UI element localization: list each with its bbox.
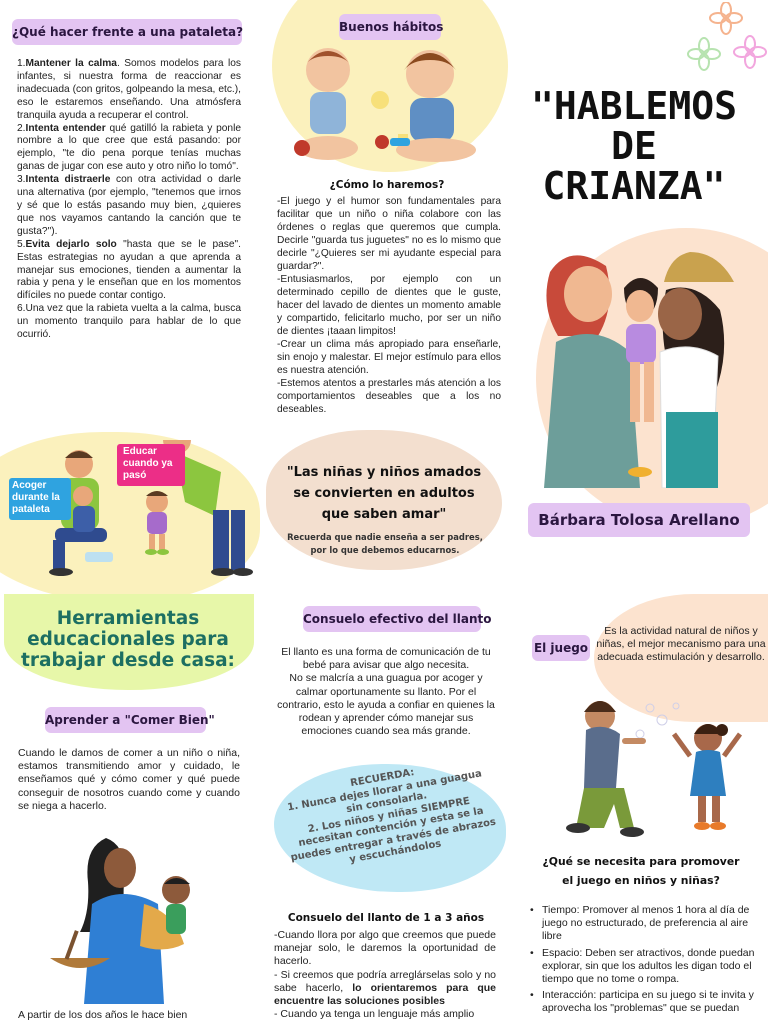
- tip-2: [17, 123, 241, 175]
- main-title: [516, 86, 752, 206]
- feeding-illustration: [48, 834, 210, 1006]
- cry-text: El llanto es una forma de comunicación de tu bebé para avisar que algo necesita. No se malcría a una guagua por acoger y calmar oportunamente su llanto. Por el contrario, esto le ayuda a confiar en quienes la rodean y aprender cómo manejar sus emociones cuando sea más grande.: [277, 646, 495, 738]
- tip-bold: Intenta entender: [25, 122, 106, 134]
- tip-text: qué gatilló la rabieta y ponle nombre a lo que cree que está pasando: por ejemplo, "te dio pena porque tenías muchas ganas de jugar con ese auto y otro niño lo tomó".: [17, 122, 241, 173]
- cry13-text: [274, 929, 496, 1021]
- play-text: Es la actividad natural de niños y niñas, el mejor mecanismo para una adecuada estimulación y desarrollo.: [596, 625, 766, 664]
- tip-6: [17, 303, 241, 342]
- how-text: -El juego y el humor son fundamentales para facilitar que un niño o niña colabore con las órdenes o reglas que queremos que cumpla. Decirle "guarda tus juguetes" no es lo mismo que decirle "¿Quieres ser mi ayudante especial para guardar?". -Entusiasmarlos, por ejemplo con un determinado cepillo de dientes que le guste, hacer del lavado de dientes un momento amable y compartido, felicitarlo mucho, por ser un niño de dientes ¡taaan limpitos! -Crear un clima más apropiado para enseñarle, sin enojo y malestar. El mejor estímulo para ellos es nuestra atención. -Estemos atentos a prestarles más atención a los comportamientos deseables que a los no deseables.: [277, 196, 501, 415]
- tip-1: [17, 58, 241, 123]
- tip-bold: Mantener la calma: [25, 58, 117, 69]
- tip-num: 3.: [17, 174, 26, 186]
- tip-5: [17, 239, 241, 304]
- tools-title: Herramientas educacionales para trabajar desde casa:: [21, 608, 235, 671]
- tip-3: [17, 174, 241, 239]
- author-pill: Bárbara Tolosa Arellano: [528, 503, 750, 537]
- tip-num: 5.: [17, 238, 26, 250]
- tip-num: 1.: [17, 58, 26, 69]
- cry13-p2b: lo orientaremos para que encuentre las soluciones posibles: [274, 981, 497, 1008]
- pill-tantrum: ¿Qué hacer frente a una pataleta?: [12, 19, 242, 45]
- play-illustration: [560, 694, 750, 844]
- cry13-p1: -Cuando llora por algo que creemos que puede manejar solo, le daremos la oportunidad de hacerlo.: [274, 929, 496, 968]
- tip-text: . Somos modelos para los infantes, si nuestra forma de reaccionar es inadecuada (con gritos, golpeando la mesa, etc.), eso le estaremos enseñando. Una atmósfera tranquila ayuda a recuperar el control.: [17, 58, 241, 121]
- pill-habits: Buenos hábitos: [339, 14, 441, 40]
- how-title: ¿Cómo lo haremos?: [329, 179, 445, 191]
- list-item: • Tiempo: Promover al menos 1 hora al día de juego no estructurado, de preferencia al aire libre: [528, 904, 760, 944]
- quote-text: "Las niñas y niños amados se convierten en adultos que saben amar": [286, 465, 482, 522]
- tip-text: "hasta que se le pase". Estas estrategias no ayudan a que aprenda a manejar sus emociones, tienden a aumentar la rabia y pena y le enseñan que en los momentos difíciles no puede contar contigo.: [17, 238, 241, 302]
- promote-list: [528, 904, 760, 1019]
- promote-title: ¿Qué se necesita para promover el juego en niños y niñas?: [542, 855, 740, 887]
- quote-sub: Recuerda que nadie enseña a ser padres, por lo que debemos educarnos.: [287, 532, 483, 555]
- cry13-p2: [274, 969, 496, 1009]
- tip-num: 6.: [17, 303, 26, 315]
- tip-bold: Evita dejarlo solo: [25, 238, 117, 250]
- title-line-3: CRIANZA": [542, 164, 726, 208]
- eat-text: Cuando le damos de comer a un niño o niña, estamos transmitiendo amor y cuidado, le enseñamos qué y cómo comer y qué puede conseguir de nosotros cuando come y cuando se niega a hacerlo.: [18, 747, 240, 812]
- cry13-p3: - Cuando ya tenga un lenguaje más amplio: [274, 1008, 475, 1021]
- title-line-2: DE: [611, 124, 657, 168]
- tantrum-tips: [17, 58, 241, 342]
- title-line-1: "HABLEMOS: [531, 84, 737, 128]
- tip-text: con otra actividad o darle una alternativa (por ejemplo, "tenemos que irnos y sé que lo estás pasando muy bien, ¿quieres que nos vayamos cantando la canción que te gusta?").: [17, 174, 241, 237]
- pill-eat: Aprender a "Comer Bien": [45, 707, 206, 733]
- label-educar: Educar cuando ya pasó: [117, 444, 185, 486]
- cry13-p2a: - Si creemos que podría arreglárselas solo y no sabe hacerlo,: [274, 968, 496, 994]
- cry13-title: Consuelo del llanto de 1 a 3 años: [287, 912, 485, 924]
- pill-cry: Consuelo efectivo del llanto: [303, 606, 481, 632]
- flower-decoration: [686, 2, 768, 74]
- pill-play: El juego: [532, 635, 590, 661]
- tip-text: Una vez que la rabieta vuelta a la calma, busca un momento tranquilo para hablar de lo que ocurrió.: [17, 303, 241, 341]
- tip-num: 2.: [17, 122, 26, 134]
- list-item: • Interacción: participa en su juego si te invita y aprovecha los "problemas" que se puedan: [528, 989, 760, 1015]
- list-item: • Espacio: Deben ser atractivos, donde puedan explorar, sin que los adultos les digan todo el tiempo que no tome o rompa.: [528, 947, 760, 987]
- tip-bold: Intenta distraerle: [25, 174, 111, 186]
- label-acoger: Acoger durante la pataleta: [9, 478, 71, 520]
- kids-playing-illustration: [290, 40, 490, 166]
- family-illustration: [540, 242, 740, 488]
- eat-text-2: A partir de los dos años le hace bien: [18, 1009, 188, 1021]
- remember-text: RECUERDA: 1. Nunca dejes llorar a una guagua sin consolarla. 2. Los niños y niñas SIEMPRE necesitan contención y esta se la puedes entregar a través de abrazos y escuchándolos: [286, 767, 497, 866]
